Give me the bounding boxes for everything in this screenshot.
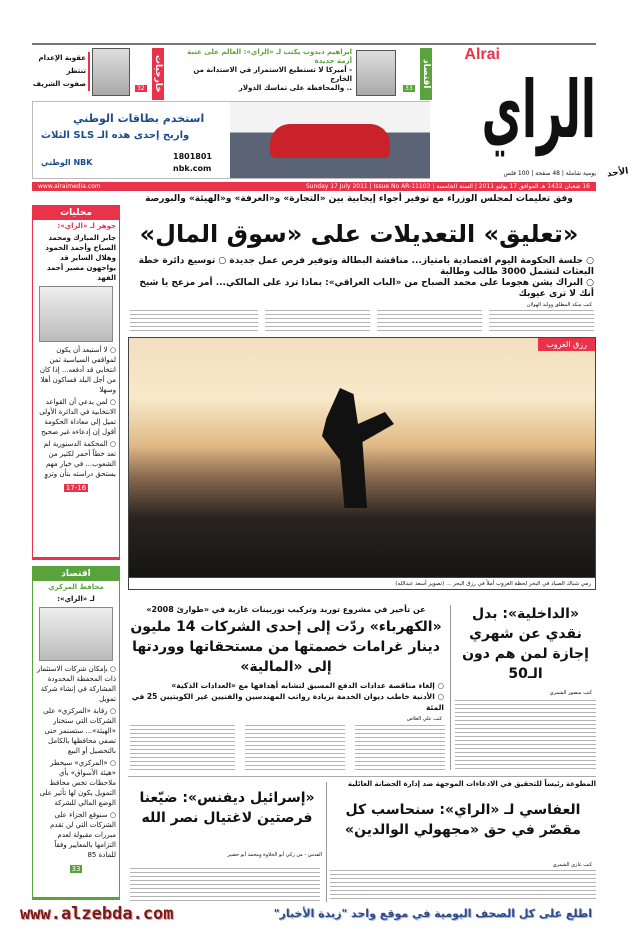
lead-headline[interactable]: «تعليق» التعديلات على «سوق المال» — [139, 220, 579, 248]
sidebar-bullet: ○ لا أستبعد أن يكون لمواقفي السياسية ثمن انتخابي قد أدفعه... إذا كان من أجل البلد فساكون أهلا وسهلا — [39, 346, 116, 394]
column-divider — [326, 782, 327, 902]
sidebar-intro: جابر المبارك ومحمد الصباح وأحمد الحمود وهلال الساير قد يواجهون مصير أحمد الفهد — [45, 234, 116, 282]
story-bullets: ○ إلغاء مناقصة عدادات الدفع المسبق لتشابه أهدافها مع «العدادات الذكية» ○ الأدنية خاطب ديوان الخدمة بزيادة رواتب المهندسين والفنيين غير الكويتيين 25 في المئة — [131, 681, 444, 712]
sidebar-author: جوهر لـ «الراي»: — [57, 222, 116, 230]
bullet-text: لا أستبعد أن يكون لمواقفي السياسية ثمن انتخابي قد أدفعه... إذا كان من أجل البلد فساكون أهلا وسهلا — [39, 346, 116, 394]
ad-site: nbk.com — [173, 164, 212, 173]
teaser-section-economy[interactable]: اقتصاد — [420, 48, 432, 100]
teaser-line: .. والمحافظة على تماسك الدولار — [238, 84, 352, 92]
sidebar-author: محافظ المركزي — [48, 583, 104, 591]
story-bullet: الأدنية خاطب ديوان الخدمة بزيادة رواتب المهندسين والفنيين غير الكويتيين 25 في المئة — [131, 692, 444, 712]
story-headline[interactable]: «الكهرباء» ردّت إلى إحدى الشركات 14 مليون دينار غرامات خصمتها من مستحقاتها ووردتها إلى «المالية» — [130, 619, 442, 675]
nbk-logo: NBK الوطني — [41, 158, 93, 167]
body-text — [355, 725, 445, 771]
body-text — [265, 310, 370, 333]
issue-date: 16 شعبان 1432 هـ الموافق 17 يوليو 2011 | السنة الخامسة | Sunday 17 July 2011 | Issue No AR-11103 — [305, 183, 590, 190]
story-byline: كتب منصور الشمري — [549, 690, 592, 696]
story-bullet: إلغاء مناقصة عدادات الدفع المسبق لتشابه أهدافها مع «العدادات الذكية» — [171, 681, 435, 690]
bullet-text: «المركزي» سيخطر «هيئة الأسواق» بأي ملاحظات تخص محافظ التمويل يكون لها تأثير على الوضع المالي للشركة — [39, 759, 116, 807]
body-text — [130, 868, 320, 902]
person-photo — [39, 286, 113, 342]
bullet-text: رقابة «المركزي» على الشركات التي ستختار «الهيئة»... ستستمر حتى تصفي محافظها بالكامل بالتحصيل أو البيع — [43, 707, 116, 755]
body-text — [245, 725, 345, 771]
body-text — [455, 700, 596, 770]
day-label: الأحد — [605, 166, 629, 180]
story-byline: كتب علي العلاص — [406, 716, 442, 722]
body-text — [489, 310, 594, 333]
logo-english: Alrai — [464, 46, 500, 63]
nbk-advertisement[interactable] — [32, 101, 430, 179]
masthead-logo[interactable] — [436, 46, 596, 178]
author-photo — [356, 50, 396, 96]
teaser-author-line: ابراهيم دبدوب يكتب لـ «الراي»: العالم على عتبة أزمة جديدة — [187, 48, 352, 65]
sidebar-bullet: ○ لمن يدعي أن القواعد الانتخابية في الدائرة الأولى تميل إلى معاداة الحكومة أقول إن إدعاءه غير صحيح — [39, 398, 116, 436]
bullet-text: سنوقع الجزاء على الشركات التي لن تقدم مبررات مقبولة لعدم التزامها بالمعايير وفقاً للمادة 85 — [50, 811, 116, 859]
sidebar-bullet: ○ سنوقع الجزاء على الشركات التي لن تقدم مبررات مقبولة لعدم التزامها بالمعايير وفقاً للمادة 85 — [50, 811, 116, 859]
sidebar-bullet: ○ المحكمة الدستورية لم تعد خطاً أحمر لكثير من الشعوب... في خيار مهم يستحق دراسته بتأن وتروٍ — [43, 440, 116, 478]
teaser-page: 32 — [137, 85, 145, 92]
lead-bullets: ○ جلسة الحكومة اليوم اقتصادية بامتياز... مناقشة البطالة وتوفير فرص عمل جديدة ○ توسيع دائرة خطة البعثات لتشمل 3000 طالب وطالبة ○ البراك يشن هجوما على محمد الصباح من «الباب العراقي»: بماذا ترد على المالكي... أمر مزعج يا شيخ أنك لا ترى عيوبك — [138, 256, 594, 299]
teaser-page: 33 — [405, 85, 413, 92]
sunset-photo — [128, 337, 596, 578]
ad-line1: استخدم بطاقات الوطني — [73, 112, 205, 125]
sidebar-section-title[interactable]: محليات — [33, 206, 119, 220]
sidebar-bullet: ○ «المركزي» سيخطر «هيئة الأسواق» بأي ملاحظات تخص محافظ التمويل يكون لها تأثير على الوضع المالي للشركة — [39, 759, 116, 807]
teaser-line: تنتظر — [66, 67, 86, 75]
body-text — [330, 870, 596, 902]
body-text — [130, 310, 258, 333]
lead-bullet: جلسة الحكومة اليوم اقتصادية بامتياز... مناقشة البطالة وتوفير فرص عمل جديدة — [229, 256, 583, 266]
sidebar-economy — [32, 566, 120, 900]
lead-kicker: وفق تعليمات لمجلس الوزراء مع توفير أجواء إيجابية بين «التجارة» و«الغرفة» و«الهيئة» والبورصة — [145, 194, 573, 204]
lead-bullet: توسيع دائرة خطة البعثات لتشمل 3000 طالب وطالبة — [138, 256, 594, 277]
sidebar-bullet: ○ رقابة «المركزي» على الشركات التي ستختار «الهيئة»... ستستمر حتى تصفي محافظها بالكامل بالتحصيل أو البيع — [43, 707, 116, 755]
lead-bullet: البراك يشن هجوما على محمد الصباح من «الباب العراقي»: بماذا ترد على المالكي... أمر مزعج يا شيخ أنك لا ترى عيوبك — [139, 278, 594, 299]
watermark-text: اطلع على كل الصحف اليومية في موقع واحد "زبدة الأخبار" — [273, 907, 592, 920]
body-text — [130, 725, 235, 771]
photo-caption: رمي شباك الصياد في البحر لحظة الغروب أملاً في رزق البحر ... (تصوير أسعد عبدالله) — [128, 578, 596, 590]
ad-line2: واربح إحدى هذه الـ SLS الثلاث — [41, 130, 190, 141]
edition-meta: يومية شاملة | 48 صفحة | 100 فلس — [503, 170, 596, 177]
teaser-line: صفوت الشريف — [32, 80, 86, 88]
fisherman-silhouette — [304, 388, 394, 508]
page-ref[interactable]: 17-16 — [65, 484, 87, 492]
sidebar-to: لـ «الراي»: — [57, 595, 95, 603]
section-divider — [128, 776, 596, 777]
teaser-line: - أميركا لا تستطيع الاستمرار في الاستدانة من الخارج — [193, 66, 352, 83]
ad-phone: 1801801 — [173, 152, 212, 161]
story-headline[interactable]: العفاسي لـ «الراي»: سنحاسب كل مقصّر في حق «مجهولي الوالدين» — [345, 802, 581, 838]
story-byline: القدس - من زكي أبو الحلاوة ومحمد أبو خضير — [227, 852, 322, 858]
logo-arabic: الراي — [481, 64, 596, 157]
sidebar-bullet: ○ بإمكان شركات الاستثمار ذات المحفظة المحدودة المشاركة في إنشاء شركة تمويل — [36, 665, 116, 703]
bullet-text: بإمكان شركات الاستثمار ذات المحفظة المحدودة المشاركة في إنشاء شركة تمويل — [36, 665, 116, 703]
story-byline: كتب غازي الشمري — [552, 862, 592, 868]
teaser-line: عقوبة الإعدام — [38, 54, 86, 62]
photo-tag: رزق الغروب — [538, 338, 595, 351]
date-bar — [32, 182, 596, 191]
website-link[interactable]: www.alraimedia.com — [38, 183, 101, 190]
bullet-text: المحكمة الدستورية لم تعد خطاً أحمر لكثير من الشعوب... في خيار مهم يستحق دراسته بتأن وتروٍ — [43, 440, 116, 478]
page-ref[interactable]: 33 — [71, 865, 81, 873]
sidebar-section-title[interactable]: اقتصاد — [33, 567, 119, 581]
governor-photo — [39, 607, 113, 661]
top-rule — [32, 43, 596, 45]
person-photo — [92, 48, 130, 96]
sidebar-local — [32, 205, 120, 560]
bullet-text: لمن يدعي أن القواعد الانتخابية في الدائرة الأولى تميل إلى معاداة الحكومة أقول إن إدعاءه غير صحيح — [39, 398, 116, 436]
lead-byline: كتب منكد المطلق ووليد الهولان — [526, 302, 592, 308]
column-divider — [450, 605, 451, 770]
story-kicker: المطوعة رئيساً للتحقيق في الادعاءات الموجهة ضد إدارة الحضانة العائلية — [347, 780, 596, 788]
watermark-url[interactable]: www.alzebda.com — [20, 904, 174, 924]
story-headline[interactable]: «الداخلية»: بدل نقدي عن شهري إجازة لمن هم دون الـ50 — [462, 606, 589, 682]
teaser-foreign[interactable] — [30, 52, 90, 91]
car-image — [230, 102, 430, 178]
teaser-section-foreign[interactable]: خارجيات — [152, 48, 164, 100]
story-kicker: عن تأخير في مشروع توريد وتركيب توربينات غازية في «طوارئ 2008» — [146, 605, 426, 614]
teaser-economy[interactable] — [170, 48, 352, 93]
story-headline[interactable]: «إسرائيل ديفنس»: ضيّعنا فرصتين لاغتيال نصر الله — [139, 790, 315, 826]
body-text — [377, 310, 482, 333]
